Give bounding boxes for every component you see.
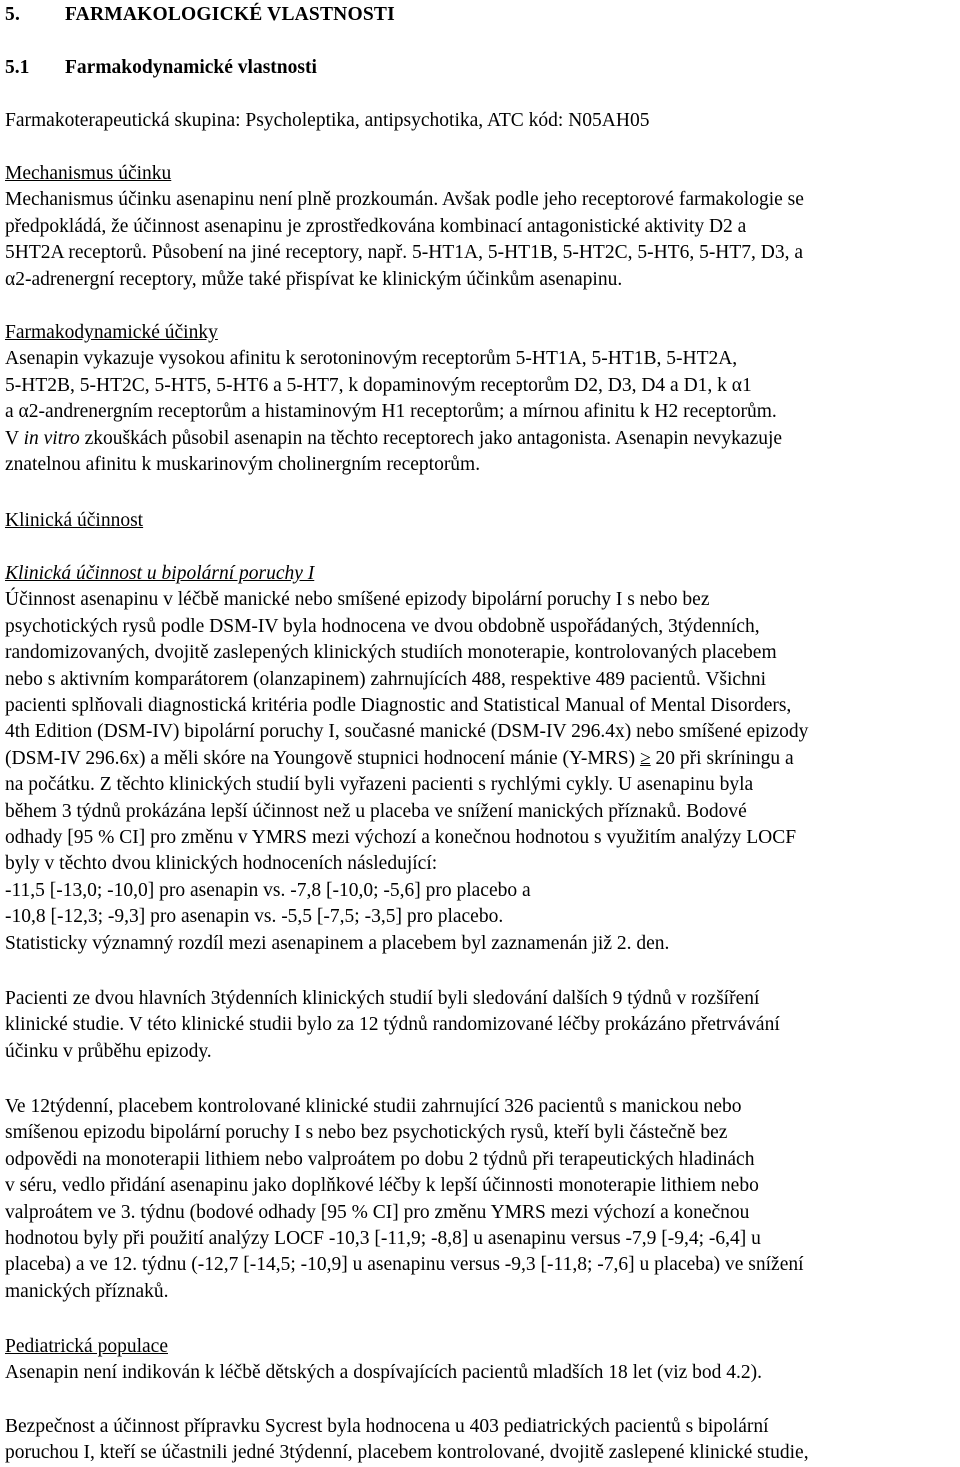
section-heading (5, 2, 395, 28)
mechanism-line: předpokládá, že účinnost asenapinu je zprostředkována kombinací antagonistické aktivity D2 a (5, 215, 747, 237)
pd-effects-line: a α2-andrenergním receptorům a histaminovým H1 receptorům; a mírnou afinitu k H2 receptorům. (5, 401, 777, 423)
adjunct-paragraph: Ve 12týdenní, placebem kontrolované klinické studii zahrnující 326 pacientů s manickou nebo smíšenou epizodu bipolární poruchy I s nebo bez psychotických rysů, kteří byli částečně bez odpovědi na monoterapii lithiem nebo valproátem po dobu 2 týdnů při terapeutických hladinách v séru, vedlo přidání asenapinu jako doplňkové léčby k lepší účinnosti monoterapie lithiem nebo valproátem ve 3. týdnu (bodové odhady [95 % CI] pro změnu YMRS mezi výchozí a konečnou hodnotou byly při použití analýzy LOCF -10,3 [-11,9; -8,8] u asenapinu versus -7,9 [-9,4; -6,4] u placeba) a ve 12. týdnu (-12,7 [-14,5; -10,9] u asenapinu versus -9,3 [-11,8; -7,6] u placeba) ve snížení manických příznaků. (5, 1096, 804, 1302)
subsection-heading (5, 55, 317, 81)
bipolar-line: 4th Edition (DSM-IV) bipolární poruchy I, současné manické (DSM-IV 296.4x) nebo smíšené epizody (5, 721, 809, 743)
therapeutic-group: Farmakoterapeutická skupina: Psycholeptika, antipsychotika, ATC kód: N05AH05 (5, 110, 650, 131)
clinical-heading-block (5, 508, 956, 534)
bipolar-line: pacienti splňovali diagnostická kritéria podle Diagnostic and Statistical Manual of Mental Disorders, (5, 695, 792, 717)
bipolar-line: nebo s aktivním komparátorem (olanzapinem) zahrnujících 488, respektive 489 pacientů. Všichni (5, 668, 766, 690)
subsection-number: 5.1 (5, 57, 30, 78)
pd-effects-vitro-line: V in vitro zkouškách působil asenapin na těchto receptorech jako antagonista. Asenapin nevykazuje (5, 427, 783, 449)
mechanism-line: α2-adrenergní receptory, může také přispívat ke klinickým účinkům asenapinu. (5, 268, 623, 290)
mechanism-section (5, 161, 956, 293)
pediatric-heading: Pediatrická populace (5, 1336, 168, 1357)
bipolar-line: -10,8 [-12,3; -9,3] pro asenapin vs. -5,5 [-7,5; -3,5] pro placebo. (5, 906, 504, 928)
clinical-heading: Klinická účinnost (5, 510, 144, 531)
bipolar-line: psychotických rysů podle DSM-IV byla hodnocena ve dvou obdobně uspořádaných, 3týdenních, (5, 615, 760, 637)
pd-effects-heading: Farmakodynamické účinky (5, 322, 218, 343)
bipolar-line: -11,5 [-13,0; -10,0] pro asenapin vs. -7,8 [-10,0; -5,6] pro placebo a (5, 879, 531, 901)
bipolar-line: odhady [95 % CI] pro změnu v YMRS mezi výchozí a konečnou hodnotou s využitím analýzy LOCF (5, 827, 797, 849)
bipolar-line: na počátku. Z těchto klinických studií byli vyřazeni pacienti s rychlými cykly. U asenapinu byla (5, 774, 754, 796)
pediatric-section (5, 1334, 956, 1387)
mechanism-line: 5HT2A receptorů. Působení na jiné receptory, např. 5-HT1A, 5-HT1B, 5-HT2C, 5-HT6, 5-HT7, D3, a (5, 242, 804, 264)
subsection-title: Farmakodynamické vlastnosti (65, 57, 317, 78)
greater-equal-symbol: ≥ (639, 747, 651, 769)
bipolar-line: během 3 týdnů prokázána lepší účinnost než u placeba ve snížení manických příznaků. Bodové (5, 800, 747, 822)
ymrs-line: (DSM-IV 296.6x) a měli skóre na Youngově stupnici hodnocení mánie (Y-MRS) ≥ 20 při skríningu a (5, 747, 794, 769)
section-title: FARMAKOLOGICKÉ VLASTNOSTI (65, 4, 395, 25)
extension-paragraph: Pacienti ze dvou hlavních 3týdenních klinických studií byli sledování dalších 9 týdnů v rozšíření klinické studie. V této klinické studii bylo za 12 týdnů randomizované léčby prokázáno přetrvávání účinku v průběhu epizody. (5, 988, 780, 1062)
pediatric-line: Asenapin není indikován k léčbě dětských a dospívajících pacientů mladších 18 let (viz bod 4.2). (5, 1362, 763, 1384)
pd-effects-section (5, 320, 956, 478)
section-number: 5. (5, 4, 21, 25)
bipolar-line: Statisticky významný rozdíl mezi asenapinem a placebem byl zaznamenán již 2. den. (5, 932, 670, 954)
pd-effects-line: znatelnou afinitu k muskarinovým cholinergním receptorům. (5, 454, 481, 476)
pd-effects-line: 5-HT2B, 5-HT2C, 5-HT5, 5-HT6 a 5-HT7, k dopaminovým receptorům D2, D3, D4 a D1, k α1 (5, 374, 752, 396)
bipolar-section (5, 561, 956, 957)
bipolar-line: randomizovaných, dvojitě zaslepených klinických studiích monoterapie, kontrolovaných placebem (5, 642, 777, 664)
bipolar-heading: Klinická účinnost u bipolární poruchy I (5, 563, 315, 584)
pediatric-safety-paragraph: Bezpečnost a účinnost přípravku Sycrest byla hodnocena u 403 pediatrických pacientů s bipolární poruchou I, kteří se účastnili jedné 3týdenní, placebem kontrolované, dvojitě zaslepené klinické studie, (5, 1416, 809, 1464)
pd-effects-line: Asenapin vykazuje vysokou afinitu k serotoninovým receptorům 5-HT1A, 5-HT1B, 5-HT2A, (5, 348, 738, 370)
bipolar-line: byly v těchto dvou klinických hodnoceních následující: (5, 853, 438, 875)
mechanism-heading: Mechanismus účinku (5, 163, 172, 184)
mechanism-line: Mechanismus účinku asenapinu není plně prozkoumán. Avšak podle jeho receptorové farmakologie se (5, 189, 804, 211)
bipolar-line: Účinnost asenapinu v léčbě manické nebo smíšené epizody bipolární poruchy I s nebo bez (5, 589, 710, 611)
